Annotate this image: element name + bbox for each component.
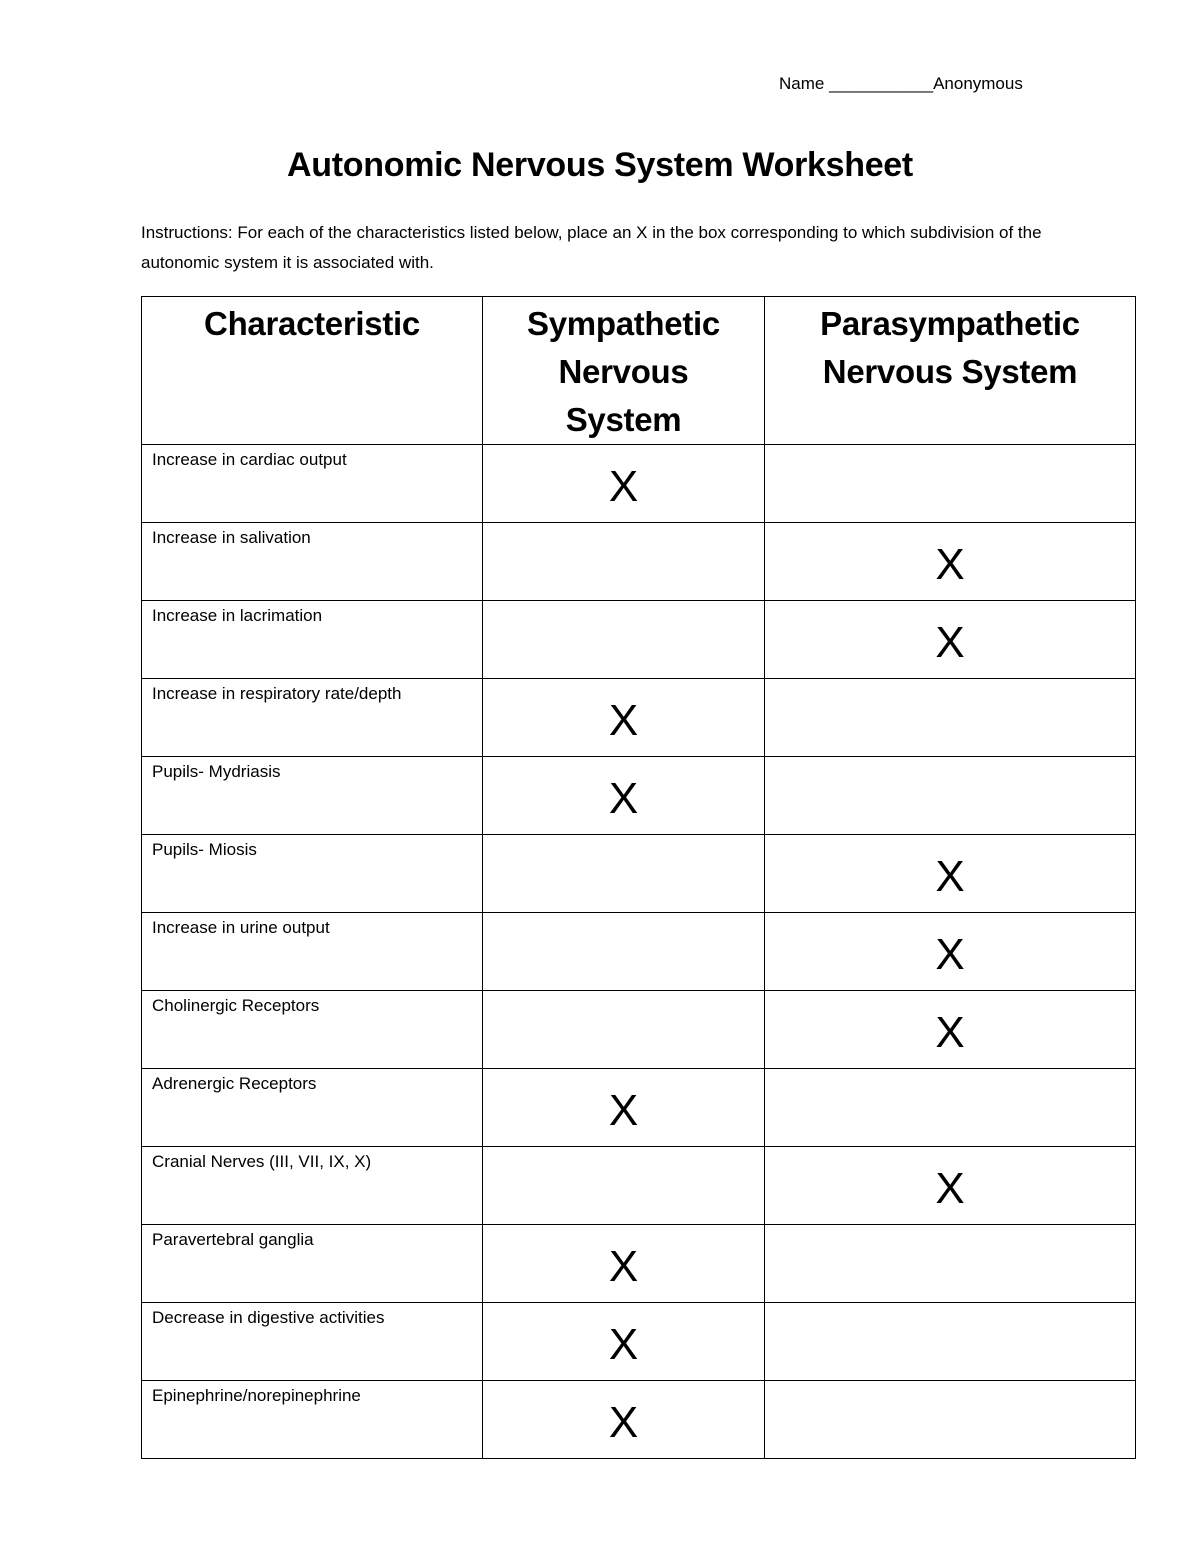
characteristic-cell: Paravertebral ganglia <box>142 1225 483 1303</box>
table-row <box>142 991 1136 1069</box>
sympathetic-cell[interactable] <box>483 679 765 757</box>
sympathetic-cell[interactable] <box>483 991 765 1069</box>
page-title: Autonomic Nervous System Worksheet <box>287 146 913 184</box>
parasympathetic-mark: X <box>935 618 965 667</box>
sympathetic-cell[interactable] <box>483 1303 765 1381</box>
characteristic-cell: Increase in cardiac output <box>142 445 483 523</box>
sympathetic-mark: X <box>608 1242 639 1291</box>
sympathetic-cell[interactable] <box>483 1069 765 1147</box>
sympathetic-cell[interactable] <box>483 1381 765 1459</box>
parasympathetic-cell[interactable] <box>765 601 1136 679</box>
worksheet-table <box>141 296 1136 1459</box>
parasympathetic-cell[interactable] <box>765 757 1136 835</box>
characteristic-cell: Increase in salivation <box>142 523 483 601</box>
column-header-sympathetic: Sympathetic Nervous System <box>483 297 765 445</box>
sympathetic-cell[interactable] <box>483 523 765 601</box>
sympathetic-mark: X <box>608 1320 639 1369</box>
table-row <box>142 445 1136 523</box>
column-header-characteristic: Characteristic <box>142 297 483 445</box>
table-header-row <box>142 297 1136 445</box>
parasympathetic-cell[interactable] <box>765 1303 1136 1381</box>
characteristic-cell: Epinephrine/norepinephrine <box>142 1381 483 1459</box>
parasympathetic-cell[interactable] <box>765 523 1136 601</box>
table-row <box>142 601 1136 679</box>
name-field: Name ___________Anonymous <box>779 74 1023 93</box>
characteristic-cell: Pupils- Mydriasis <box>142 757 483 835</box>
sympathetic-mark: X <box>608 774 639 823</box>
parasympathetic-mark: X <box>935 540 965 589</box>
column-header-parasympathetic: Parasympathetic Nervous System <box>765 297 1136 445</box>
table-row <box>142 1069 1136 1147</box>
parasympathetic-mark: X <box>935 1008 965 1057</box>
parasympathetic-cell[interactable] <box>765 445 1136 523</box>
table-row <box>142 757 1136 835</box>
sympathetic-mark: X <box>608 1086 639 1135</box>
instructions-text: Instructions: For each of the characteristics listed below, place an X in the box corresponding to which subdivision of the autonomic system it is associated with. <box>141 223 1042 272</box>
parasympathetic-mark: X <box>935 1164 965 1213</box>
parasympathetic-mark: X <box>935 852 965 901</box>
parasympathetic-cell[interactable] <box>765 835 1136 913</box>
sympathetic-cell[interactable] <box>483 913 765 991</box>
characteristic-cell: Pupils- Miosis <box>142 835 483 913</box>
parasympathetic-cell[interactable] <box>765 679 1136 757</box>
table-row <box>142 1303 1136 1381</box>
characteristic-cell: Decrease in digestive activities <box>142 1303 483 1381</box>
sympathetic-mark: X <box>608 462 639 511</box>
parasympathetic-cell[interactable] <box>765 1069 1136 1147</box>
parasympathetic-cell[interactable] <box>765 913 1136 991</box>
parasympathetic-cell[interactable] <box>765 1225 1136 1303</box>
sympathetic-cell[interactable] <box>483 601 765 679</box>
table-row <box>142 523 1136 601</box>
characteristic-cell: Cholinergic Receptors <box>142 991 483 1069</box>
sympathetic-cell[interactable] <box>483 1225 765 1303</box>
table-row <box>142 1147 1136 1225</box>
characteristic-cell: Increase in urine output <box>142 913 483 991</box>
table-row <box>142 679 1136 757</box>
sympathetic-cell[interactable] <box>483 445 765 523</box>
sympathetic-mark: X <box>608 696 639 745</box>
characteristic-cell: Cranial Nerves (III, VII, IX, X) <box>142 1147 483 1225</box>
sympathetic-cell[interactable] <box>483 835 765 913</box>
characteristic-cell: Increase in respiratory rate/depth <box>142 679 483 757</box>
sympathetic-cell[interactable] <box>483 1147 765 1225</box>
sympathetic-mark: X <box>608 1398 639 1447</box>
table-row <box>142 835 1136 913</box>
table-body <box>142 445 1136 1459</box>
parasympathetic-cell[interactable] <box>765 1147 1136 1225</box>
parasympathetic-cell[interactable] <box>765 1381 1136 1459</box>
parasympathetic-cell[interactable] <box>765 991 1136 1069</box>
table-row <box>142 1225 1136 1303</box>
table-row <box>142 913 1136 991</box>
characteristic-cell: Adrenergic Receptors <box>142 1069 483 1147</box>
table-row <box>142 1381 1136 1459</box>
parasympathetic-mark: X <box>935 930 965 979</box>
sympathetic-cell[interactable] <box>483 757 765 835</box>
characteristic-cell: Increase in lacrimation <box>142 601 483 679</box>
